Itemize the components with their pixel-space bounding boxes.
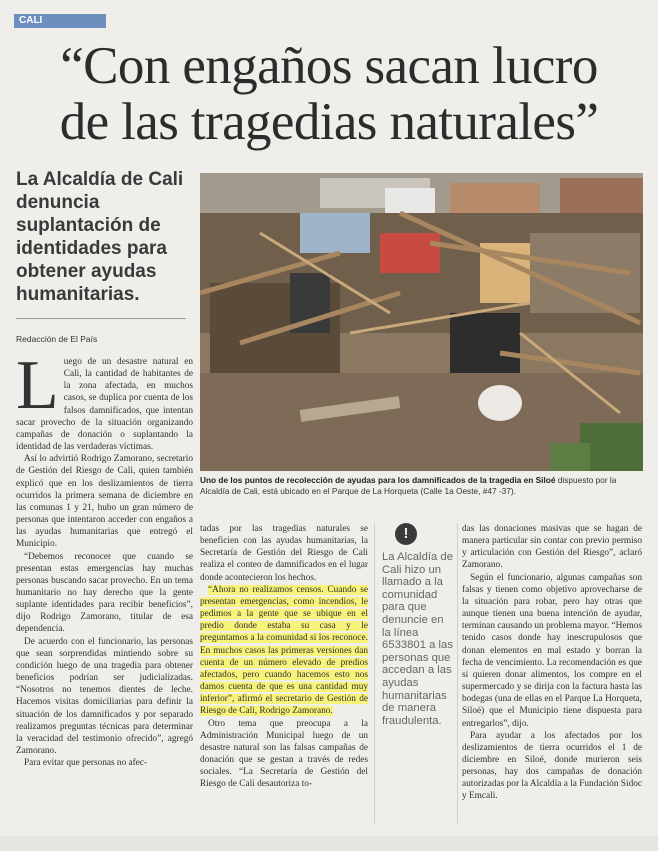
exclamation-icon: !	[395, 523, 417, 545]
section-tag: CALI	[14, 14, 106, 28]
column-divider	[374, 523, 375, 823]
paragraph: Para ayudar a los afectados por los deslizamientos de tierra ocurridos el 1 de diciembre en Siloé, donde murieron seis personas, hay dos campañas de donación autorizadas por la Alcaldía a la Fundación Sidoc y Emcali.	[462, 730, 642, 802]
drop-cap: L	[16, 347, 59, 424]
caption-rest: dispuesto por la Alcaldía de Cali, está ubicado en el Parque de La Horqueta (Calle 1a Oeste, #47 -37).	[200, 475, 617, 496]
paragraph: De acuerdo con el funcionario, las personas que sean sorprendidas mintiendo sobre su condición luego de una tragedia para obtener beneficios podrían ser judicializadas. “Nosotros no tenemos dientes de leche. Hacemos visitas domiciliarias para definir la situación de los damnificados y por separado realizamos preguntas técnicas para determinar la veracidad del testimonio ofrecido”, agregó Zamorano.	[16, 636, 193, 756]
byline: Redacción de El País	[16, 334, 98, 344]
headline	[14, 38, 644, 150]
page-bottom-edge	[0, 836, 658, 851]
paragraph: Para evitar que personas no afec-	[24, 758, 148, 769]
paragraph: Según el funcionario, algunas campañas son falsas y tienen como objetivo aprovecharse de la situación para robar, pero hay otras que aunque tienen una buena intención de ayudar, terminan causando un problema mayor. “Hemos tenido casos donde hay inescrupulosos que donan elementos en mal estado y borran la fecha de vencimiento. La recomendación es que si quieren donar alimentos, los compre en el supermercado y se dirija con la factura hasta las bodegas (una de ellas en el Parque La Horqueta, Siloé) que el Municipio tiene dispuesta para entregarlos”, dijo.	[462, 572, 642, 729]
news-photo	[200, 173, 643, 471]
headline-line-2: de las tragedias naturales”	[59, 93, 599, 151]
paragraph: Así lo advirtió Rodrigo Zamorano, secretario de Gestión del Riesgo de Cali, quien también explicó que en los deslizamientos de tierra ocurridos la primera semana de diciembre en las comunas 1 y 21, hubo un gran número de personas que intentaron acceder con engaños a las ayudas humanitarias que entregó el Municipio.	[16, 454, 193, 550]
paragraph: das las donaciones masivas que se hagan de manera particular sin contar con previo permiso y articulación con Gestión del Riesgo”, aclaró Zamorano.	[462, 524, 642, 571]
article-column-2	[200, 523, 368, 790]
pull-quote-text: La Alcaldía de Cali hizo un llamado a la comunidad para que denuncie en la línea 6533801 a las personas que accedan a las ayudas humanitarias de manera fraudulenta.	[382, 551, 453, 727]
paragraph: Otro tema que preocupa a la Administración Municipal luego de un desastre natural son las falsas campañas de donación que se gestan a través de redes sociales. “La Secretaría de Gestión del Riesgo de Cali desautoriza to-	[200, 718, 368, 790]
subhead-divider	[16, 318, 186, 319]
highlighted-quote: “Ahora no realizamos censos. Cuando se presentan emergencias, como incendios, le pedimos a la gente que se ubique en el predio donde estaba su casa y le preguntamos a la comunidad si los reconoce. En muchos casos las primeras versiones dan cuenta de un número elevado de predios afectados, pero cuando hacemos esto nos damos cuenta de que es una cantidad muy inferior”, afirmó el secretario de Gestión de Riesgo de Cali, Rodrigo Zamorano.	[200, 584, 368, 717]
column-divider	[457, 523, 458, 823]
article-column-1	[16, 347, 193, 769]
paragraph: tadas por las tragedias naturales se beneficien con las ayudas humanitarias, la Secretaría de Gestión del Riesgo de Cali realiza el conteo de damnificados en el lugar donde acontecieron los hechos.	[200, 524, 368, 583]
headline-line-1: “Con engaños sacan lucro	[60, 37, 598, 95]
subheadline: La Alcaldía de Cali denuncia suplantación de identidades para obtener ayudas humanitarias.	[16, 169, 184, 305]
lead-paragraph: Luego de un desastre natural en Cali, la cantidad de habitantes de la zona afectada, en muchos casos, se duplica por cuenta de los falsos damnificados, que intentan sacar provecho de la situación organizando campañas de donación o suplantando la identidad de las verdaderas víctimas.	[16, 347, 193, 453]
pull-quote	[382, 520, 454, 727]
article-column-4	[462, 523, 642, 803]
collapsed-house-photo	[200, 173, 643, 471]
paragraph: “Debemos reconocer que cuando se presentan estas emergencias hay muchas personas buscando sacar provecho. En un tema humanitario no hay derecho que la gente suplante identidades para recibir beneficios”, dijo Rodrigo Zamorano, titular de esa dependencia.	[16, 551, 193, 635]
caption-bold: Uno de los puntos de recolección de ayudas para los damnificados de la tragedia en Siloé	[200, 475, 556, 485]
photo-caption	[200, 475, 643, 497]
